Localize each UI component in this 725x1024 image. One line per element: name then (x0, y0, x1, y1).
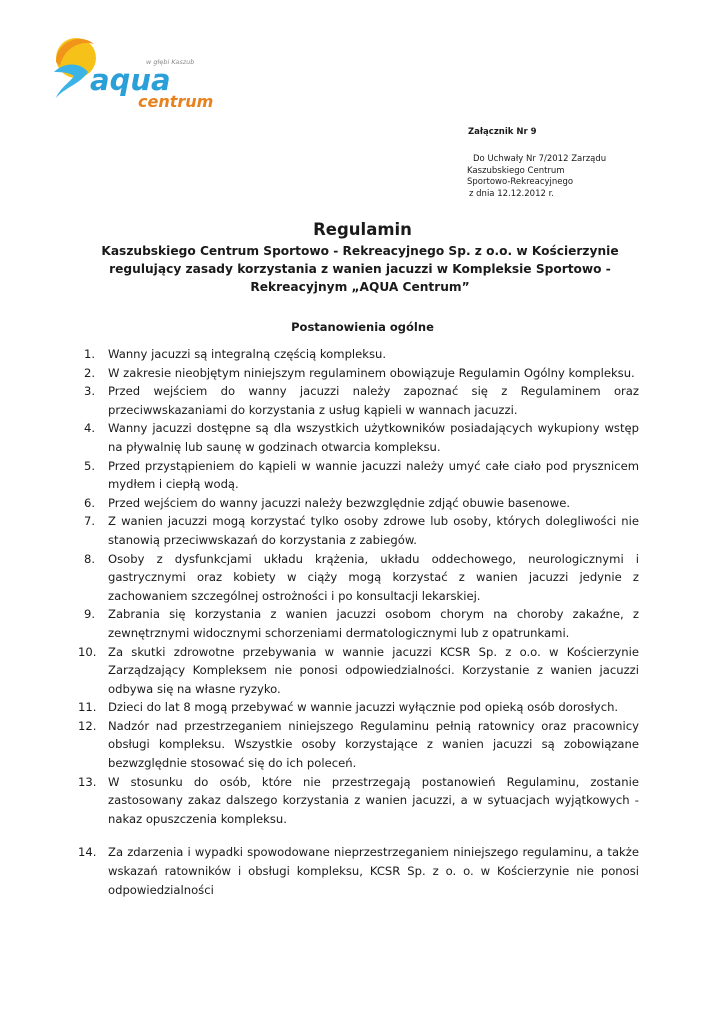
rule-item (78, 717, 639, 773)
wave-icon (54, 65, 88, 99)
rule-text: Wanny jacuzzi dostępne są dla wszystkich użytkowników posiadających wykupiony wstęp na pływalnię lub saunę w godzinach otwarcia kompleksu. (108, 421, 639, 454)
rule-text: Z wanien jacuzzi mogą korzystać tylko osoby zdrowe lub osoby, których dolegliwości nie stanowią przeciwwskazań do korzystania z zabiegów. (108, 514, 639, 547)
rule-number: 4. (84, 421, 96, 436)
rule-number: 8. (84, 551, 96, 566)
rule-text: Nadzór nad przestrzeganiem niniejszego Regulaminu pełnią ratownicy oraz pracownicy obsługi kompleksu. Wszystkie osoby korzystające z wanien jacuzzi są zobowiązane bezwzględnie stosować się do ich poleceń. (108, 718, 639, 771)
rule-number: 14. (78, 845, 97, 860)
rule-text: Przed wejściem do wanny jacuzzi należy bezwzględnie zdjąć obuwie basenowe. (108, 495, 571, 510)
resolution-reference (467, 154, 667, 200)
rule-text: Osoby z dysfunkcjami układu krążenia, układu oddechowego, neurologicznymi i gastrycznymi oraz kobiety w ciąży mogą korzystać z wanien jacuzzi jedynie z zachowaniem szczególnej ostrożności i po konsultacji lekarskiej. (108, 551, 639, 603)
logo-tagline: w głębi Kaszub (146, 58, 195, 66)
rule-text: Dzieci do lat 8 mogą przebywać w wannie jacuzzi wyłącznie pod opieką osób dorosłych. (108, 700, 619, 715)
sun-wave-logo-icon (50, 32, 225, 114)
section-title: Postanowienia ogólne (291, 320, 434, 334)
rule-text: Za zdarzenia i wypadki spowodowane nieprzestrzeganiem niniejszego regulaminu, a także wskazań ratowników i obsługi kompleksu, KCSR Sp. z o. o. w Kościerzynie nie ponosi odpowiedzialności (108, 845, 639, 897)
rule-text: Za skutki zdrowotne przebywania w wannie jacuzzi KCSR Sp. z o.o. w Kościerzynie Zarządzający Kompleksem nie ponosi odpowiedzialności. Korzystanie z wanien jacuzzi odbywa się na własne ryzyko. (108, 644, 639, 696)
rule-item (84, 494, 639, 513)
resolution-line: Do Uchwały Nr 7/2012 Zarządu (473, 154, 607, 164)
rule-text: Przed wejściem do wanny jacuzzi należy zapoznać się z Regulaminem oraz przeciwwskazaniami do korzystania z usług kąpieli w wannach jacuzzi. (108, 384, 639, 417)
rule-item (84, 382, 639, 419)
rule-number: 5. (84, 458, 96, 473)
resolution-line: Kaszubskiego Centrum (467, 165, 565, 176)
rule-number: 12. (78, 718, 97, 733)
rule-item (84, 419, 639, 456)
rule-item (84, 550, 639, 606)
annex-title: Załącznik Nr 9 (468, 127, 537, 137)
rule-text: Wanny jacuzzi są integralną częścią kompleksu. (108, 347, 387, 361)
rule-text: Zabrania się korzystania z wanien jacuzzi osobom chorym na choroby zakaźne, z zewnętrznymi widocznymi schorzeniami dermatologicznymi lub z opatrunkami. (108, 607, 639, 640)
rule-number: 2. (84, 365, 96, 380)
aqua-centrum-logo (50, 32, 225, 114)
rule-number: 7. (84, 514, 96, 529)
rule-item (84, 345, 639, 364)
rule-item (78, 843, 639, 899)
rule-number: 6. (84, 495, 96, 510)
logo-brand-sub: centrum (138, 92, 214, 111)
rule-item (78, 698, 639, 717)
rule-text: W stosunku do osób, które nie przestrzegają postanowień Regulaminu, zostanie zastosowany zakaz dalszego korzystania z wanien jacuzzi, a w sytuacjach wyjątkowych - nakaz opuszczenia kompleksu. (108, 774, 639, 826)
rule-item (84, 364, 639, 383)
rule-item (78, 643, 639, 699)
rule-number: 1. (84, 347, 96, 361)
rule-item (84, 605, 639, 642)
logo-brand-main: aqua (90, 63, 171, 97)
resolution-line: z dnia 12.12.2012 r. (469, 188, 555, 199)
rule-item (78, 773, 639, 829)
document-title: Regulamin (313, 220, 412, 239)
rule-text: W zakresie nieobjętym niniejszym regulaminem obowiązuje Regulamin Ogólny kompleksu. (108, 365, 635, 380)
rule-number: 11. (78, 700, 97, 715)
rule-item (84, 512, 639, 549)
rule-number: 13. (78, 774, 97, 789)
resolution-line: Sportowo-Rekreacyjnego (467, 177, 574, 188)
rule-number: 3. (84, 384, 96, 399)
rule-number: 10. (78, 644, 97, 659)
rules-list (78, 345, 639, 899)
rule-text: Przed przystąpieniem do kąpieli w wannie jacuzzi należy umyć całe ciało pod prysznicem mydłem i ciepłą wodą. (108, 458, 639, 492)
rule-item (84, 457, 639, 494)
document-subtitle: Kaszubskiego Centrum Sportowo - Rekreacyjnego Sp. z o.o. w Kościerzynie regulujący zasady korzystania z wanien jacuzzi w Kompleksie Sportowo - Rekreacyjnym „AQUA Centrum” (101, 244, 619, 294)
rule-number: 9. (84, 607, 96, 622)
